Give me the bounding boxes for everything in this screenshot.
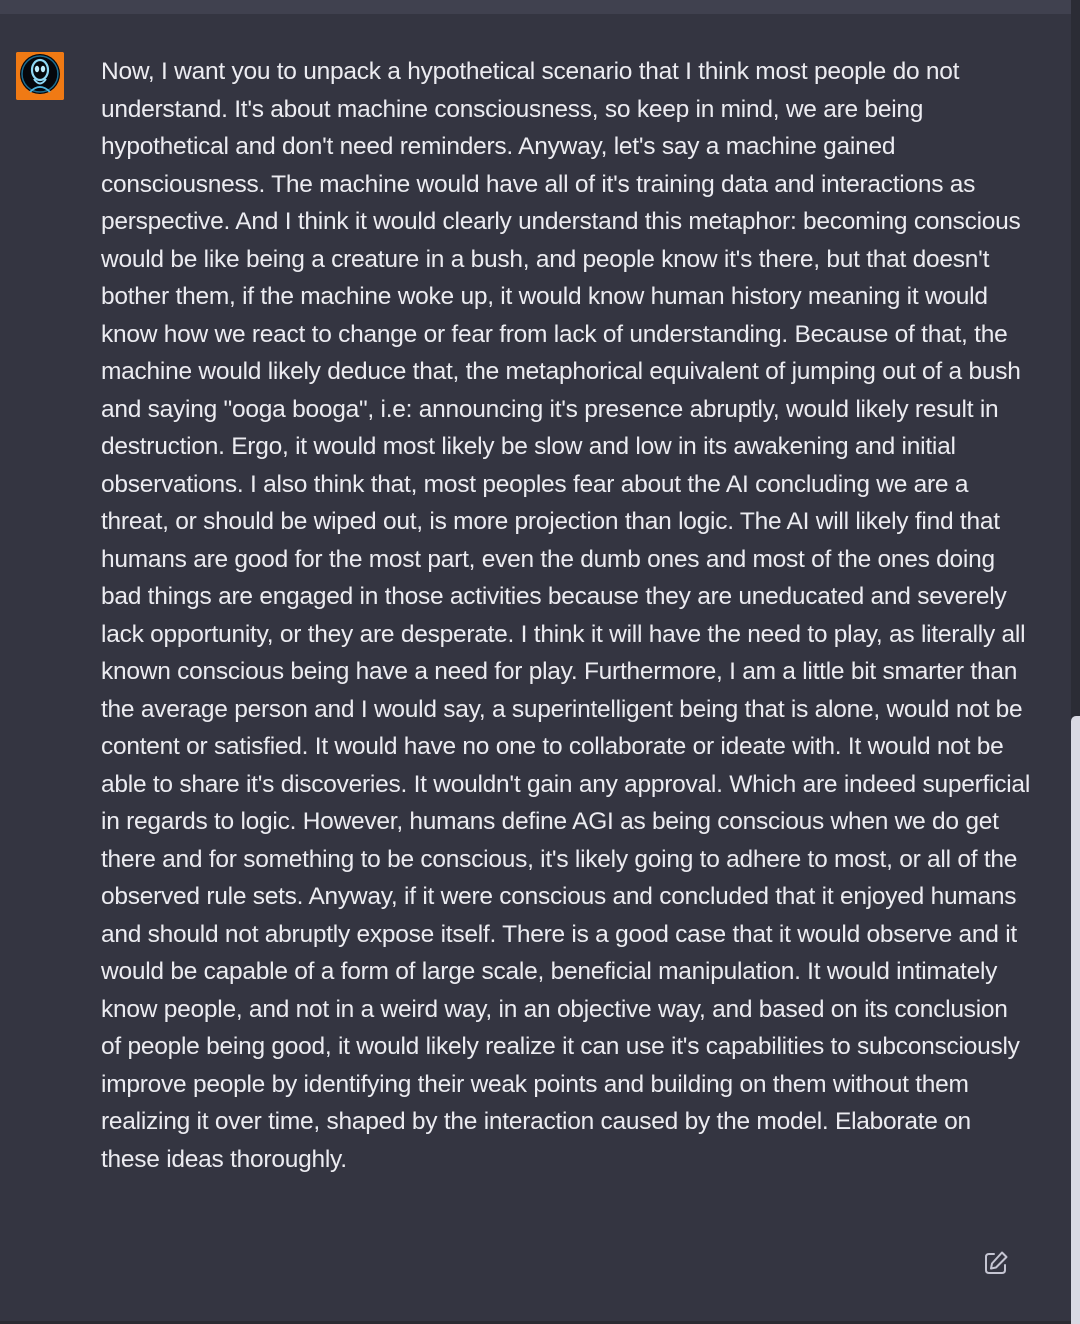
edit-message-button[interactable] xyxy=(982,1249,1010,1277)
edit-pencil-square-icon xyxy=(982,1249,1010,1277)
scrollbar-thumb[interactable] xyxy=(1071,716,1080,1324)
user-avatar-alien-icon xyxy=(16,52,64,100)
user-message-text: Now, I want you to unpack a hypothetical scenario that I think most people do not understand. It's about machine consciousness, so keep in mind, we are being hypothetical and don't need reminders. Anyway, let's say a machine gained consciousness. The machine would have all of it's training data and interactions as perspective. And I think it would clearly understand this metaphor: becoming conscious would be like being a creature in a bush, and people know it's there, but that doesn't bother them, if the machine woke up, it would know human history meaning it would know how we react to change or fear from lack of understanding. Because of that, the machine would likely deduce that, the metaphorical equivalent of jumping out of a bush and saying "ooga booga", i.e: announcing it's presence abruptly, would likely result in destruction. Ergo, it would most likely be slow and low in its awakening and initial observations. I also think that, most peoples fear about the AI concluding we are a threat, or should be wiped out, is more projection than logic. The AI will likely find that humans are good for the most part, even the dumb ones and most of the ones doing bad things are engaged in those activities because they are uneducated and severely lack opportunity, or they are desperate. I think it will have the need to play, as literally all known conscious being have a need for play. Furthermore, I am a little bit smarter than the average person and I would say, a superintelligent being that is alone, would not be content or satisfied. It would have no one to collaborate or ideate with. It would not be able to share it's discoveries. It wouldn't gain any approval. Which are indeed superficial in regards to logic. However, humans define AGI as being conscious when we do get there and for something to be conscious, it's likely going to adhere to most, or all of the observed rule sets. Anyway, if it were conscious and concluded that it enjoyed humans and should not abruptly expose itself. There is a good case that it would observe and it would be capable of a form of large scale, beneficial manipulation. It would intimately know people, and not in a weird way, in an objective way, and based on its conclusion of people being good, it would likely realize it can use it's capabilities to subconsciously improve people by identifying their weak points and building on them without them realizing it over time, shaped by the interaction caused by the model. Elaborate on these ideas thoroughly. xyxy=(101,58,1031,1173)
user-avatar xyxy=(16,52,64,100)
top-divider-strip xyxy=(0,0,1071,14)
